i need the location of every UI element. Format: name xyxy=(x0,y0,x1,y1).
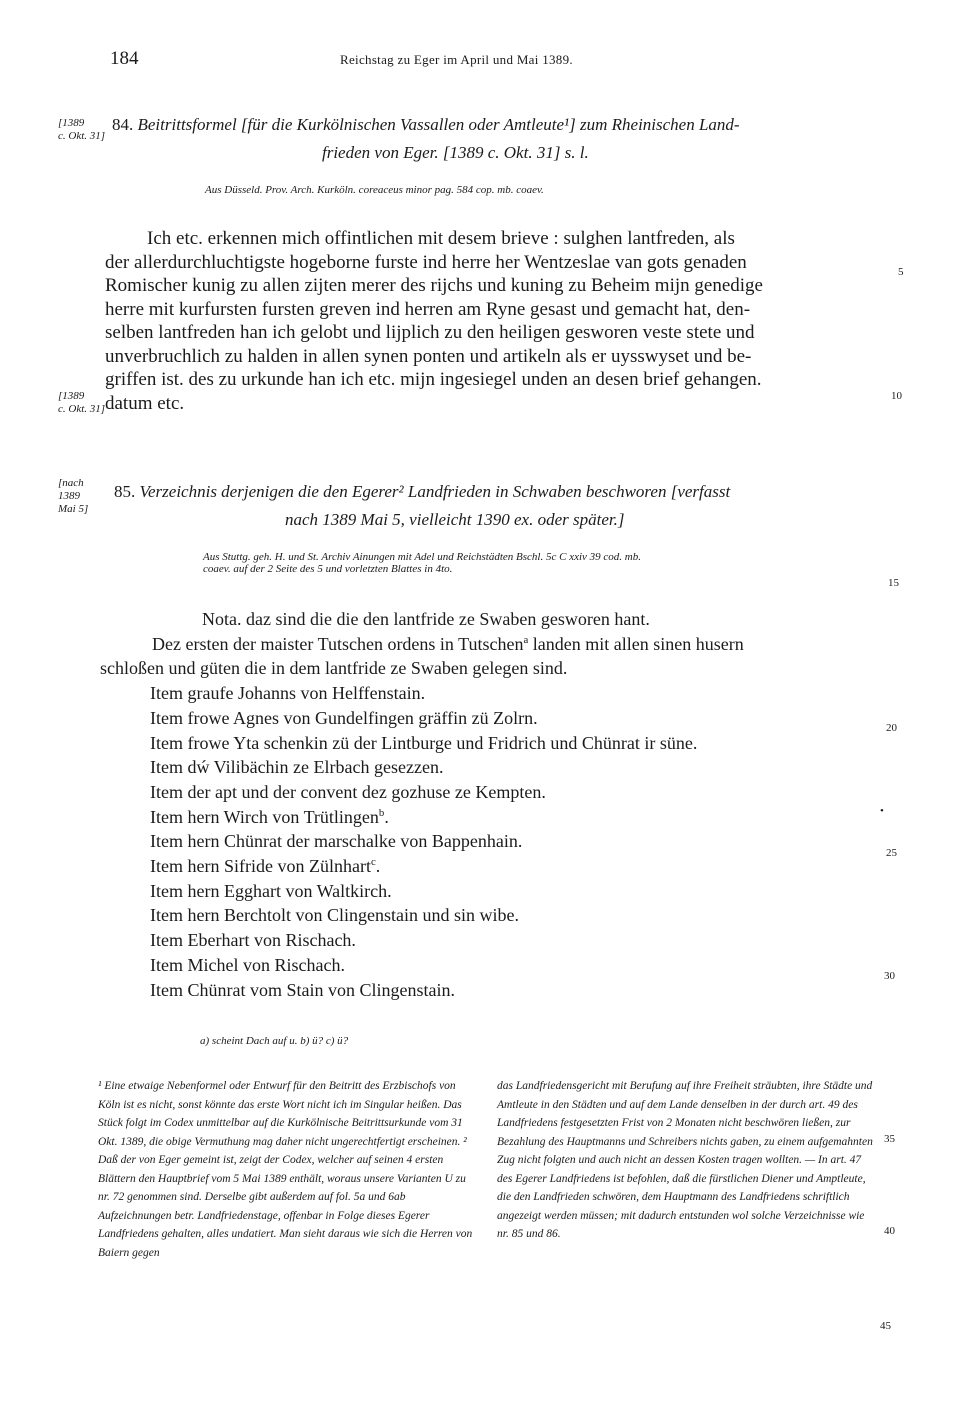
doc84-number: 84. xyxy=(112,115,134,134)
list-item: Item hern Wirch von Trütlingen$^b$. xyxy=(150,806,389,827)
margin-date-84-end: [1389 c. Okt. 31] xyxy=(58,390,106,415)
list-item: Item Michel von Rischach. xyxy=(150,954,345,975)
text-line: Nota. daz sind die die den lantfride ze Swaben gesworen hant. xyxy=(202,609,650,629)
text-variants: a) scheint Dach auf u. b) ü? c) ü? xyxy=(200,1035,349,1047)
line-number: 30 xyxy=(884,970,895,982)
text-line: Romischer kunig zu allen zijten merer des rijchs und kuning zu Beheim mijn genedige xyxy=(105,275,763,296)
doc85-number: 85. xyxy=(114,482,136,501)
line-number: 20 xyxy=(886,722,897,734)
text-line: schloßen und güten die in dem lantfride ze Swaben gelegen sind. xyxy=(100,658,568,679)
text-line: unverbruchlich zu halden in allen synen ponten und artikeln als er uysswyset und be- xyxy=(105,345,752,367)
list-item: Item hern Chünrat der marschalke von Bappenhain. xyxy=(150,831,523,852)
line-number: 35 xyxy=(884,1133,895,1145)
doc84-text xyxy=(105,227,763,415)
list-item: Item dẃ Vilibächin ze Elrbach gesezzen. xyxy=(150,757,444,778)
list-item: Item hern Berchtolt von Clingenstain und sin wibe. xyxy=(150,905,519,926)
list-item: Item Eberhart von Rischach. xyxy=(150,930,356,951)
line-number: 40 xyxy=(884,1225,895,1237)
list-item: Item graufe Johanns von Helffenstain. xyxy=(150,683,426,704)
text-line: Dez ersten der maister Tutschen ordens in Tutschen$^a$ landen mit allen sinen husern xyxy=(152,633,744,654)
doc85-title-line1: Verzeichnis derjenigen die den Egerer² Landfrieden in Schwaben beschworen [verfasst xyxy=(139,482,731,501)
text-line: griffen ist. des zu urkunde han ich etc. mijn ingesiegel unden an desen brief gehangen. xyxy=(105,369,762,390)
list-item: Item hern Egghart von Waltkirch. xyxy=(150,880,392,901)
text-line: datum etc. xyxy=(105,392,185,414)
page-number: 184 xyxy=(110,48,139,69)
list-item: Item Chünrat vom Stain von Clingenstain. xyxy=(150,979,455,1000)
doc84-title xyxy=(112,111,740,139)
doc85-source: Aus Stuttg. geh. H. und St. Archiv Ainungen mit Adel und Reichstädten Bschl. 5c C xxiv 39 cod. mb. coaev. auf der 2 Seite des 5 und vorletzten Blattes in 4to. xyxy=(203,551,641,575)
list-item: Item hern Sifride von Zülnhart$^c$. xyxy=(150,856,381,877)
doc85-title xyxy=(114,478,730,506)
margin-date-84: [1389 c. Okt. 31] xyxy=(58,117,106,142)
text-line: herre mit kurfursten fursten greven ind herren am Ryne gesast und gemacht hat, den- xyxy=(105,298,751,320)
doc84-title-line1: Beitrittsformel [für die Kurkölnischen Vassallen oder Amtleute¹] zum Rheinischen Land- xyxy=(137,115,740,134)
doc85-title-line2: nach 1389 Mai 5, vielleicht 1390 ex. oder später.] xyxy=(285,510,625,529)
doc84-title-line2: frieden von Eger. [1389 c. Okt. 31] s. l. xyxy=(322,143,589,162)
list-item: Item frowe Yta schenkin zü der Lintburge und Fridrich und Chünrat ir süne. xyxy=(150,732,698,753)
line-number: 5 xyxy=(898,266,904,278)
text-line: selben lantfreden han ich gelobt und lijplich zu den heiligen gesworen veste stete und xyxy=(105,322,755,343)
list-item: Item der apt und der convent dez gozhuse ze Kempten. xyxy=(150,781,546,802)
footnotes-right: das Landfriedensgericht mit Berufung auf ihre Freiheit sträubten, ihre Städte und Amtleute in den Städten und auf dem Lande denselben in der durch art. 49 des Landfriedens festgesetzten Frist von 2 Monaten nicht beschwören ließen, zur Bezahlung des Hauptmanns und Schreibers nichts gaben, zu einem aufgemahnten Zug nicht folgten und auch nicht an dessen Kosten tragen wollten. — In art. 47 des Egerer Landfriedens ist befohlen, daß die fürstlichen Diener und Amptleute, die den Landfrieden schwören, dem Hauptmann des Landfriedens schriftlich angezeigt werden müssen; mit dadurch entstunden wol solche Verzeichnisse wie nr. 85 und 86. xyxy=(497,1080,873,1240)
doc84-source: Aus Düsseld. Prov. Arch. Kurköln. coreaceus minor pag. 584 cop. mb. coaev. xyxy=(205,184,544,196)
doc85-text xyxy=(100,607,744,1002)
line-number: 10 xyxy=(891,390,902,402)
text-line: der allerdurchluchtigste hogeborne furste ind herre her Wentzeslae van gots genaden xyxy=(105,251,747,273)
margin-bullet: • xyxy=(880,805,884,817)
margin-date-85: [nach 1389 Mai 5] xyxy=(58,477,89,515)
line-number: 45 xyxy=(880,1320,891,1332)
line-number: 25 xyxy=(886,847,897,859)
line-number: 15 xyxy=(888,577,899,589)
footnotes-left: ¹ Eine etwaige Nebenformel oder Entwurf für den Beitritt des Erzbischofs von Köln ist es nicht, sonst könnte das erste Wort nicht ich im Singular heißen. Das Stück folgt im Codex unmittelbar auf die Kurkölnische Beitrittsurkunde vom 31 Okt. 1389, die obige Vermuthung mag daher nicht ungerechtfertigt erscheinen. ² Daß der von Eger gemeint ist, zeigt der Codex, welcher auf seinen 4 ersten Blättern den Hauptbrief vom 5 Mai 1389 enthält, woraus unsere Varianten U zu nr. 72 genommen sind. Derselbe gibt außerdem auf fol. 5a und 6ab Aufzeichnungen betr. Landfriedenstage, offenbar in Folge dieses Egerer Landfriedens gehalten, alles undatiert. Man sieht daraus wie sich die Herren von Baiern gegen xyxy=(98,1080,473,1259)
list-item: Item frowe Agnes von Gundelfingen gräffin zü Zolrn. xyxy=(150,707,538,728)
running-title: Reichstag zu Eger im April und Mai 1389. xyxy=(340,52,573,67)
text-line: Ich etc. erkennen mich offintlichen mit desem brieve : sulghen lantfreden, als xyxy=(147,228,735,249)
